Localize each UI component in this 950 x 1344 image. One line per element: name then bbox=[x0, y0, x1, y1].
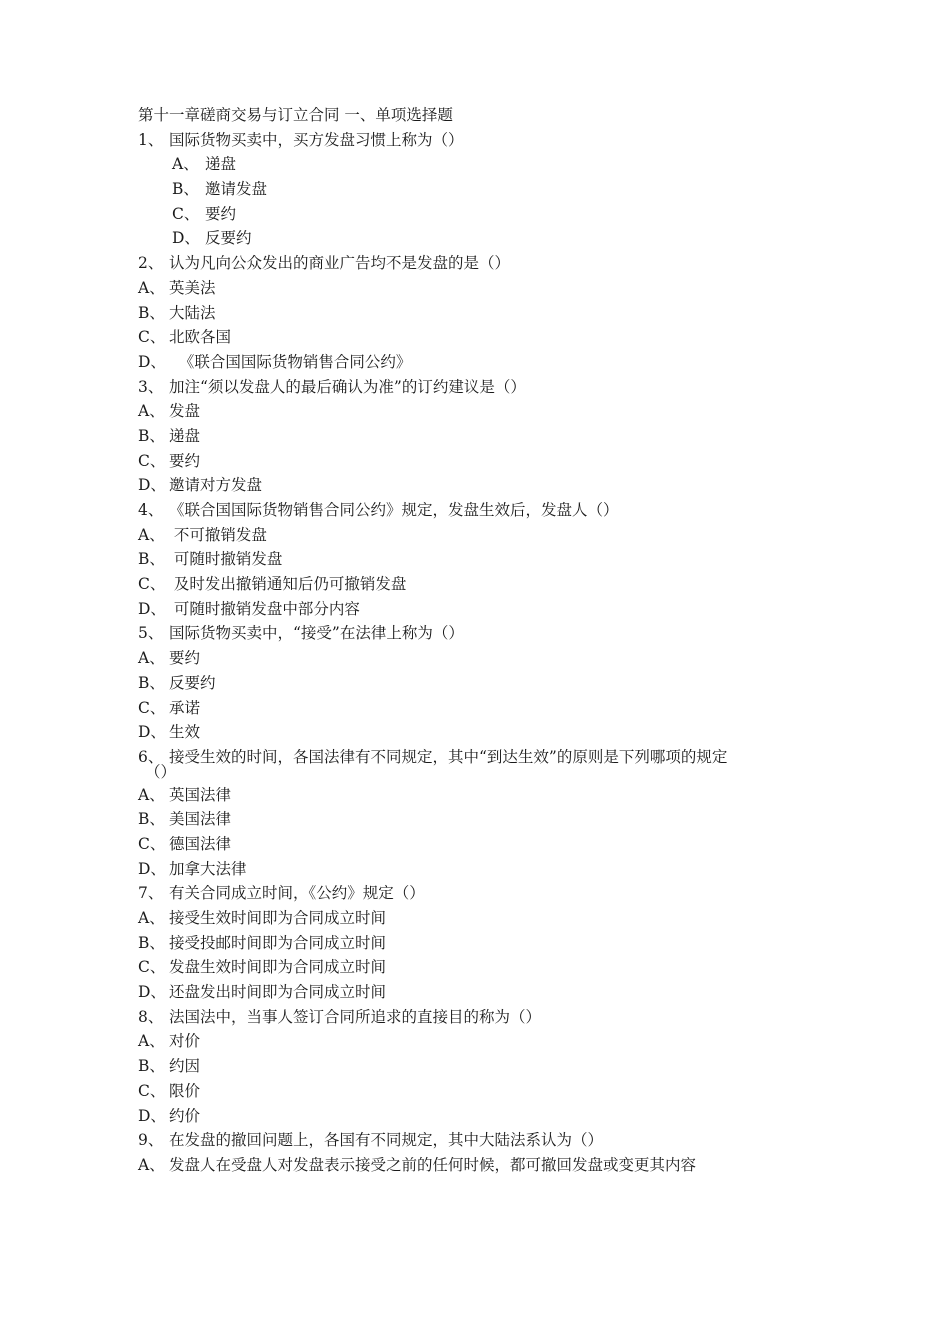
option-letter: D、 bbox=[138, 983, 166, 1002]
question-number: 3、 bbox=[138, 377, 164, 396]
option-letter: B、 bbox=[172, 180, 199, 199]
option-item bbox=[0, 573, 950, 598]
question-text: 有关合同成立时间，《公约》规定（） bbox=[169, 884, 425, 903]
option-item bbox=[0, 277, 950, 302]
question-text: 《联合国国际货物销售合同公约》规定，发盘生效后，发盘人（） bbox=[169, 501, 619, 519]
question-text: 在发盘的撤回问题上，各国有不同规定，其中大陆法系认为（） bbox=[169, 1131, 604, 1150]
question-number: 4、 bbox=[138, 501, 164, 519]
option-text: 要约 bbox=[169, 649, 201, 668]
option-letter: B、 bbox=[138, 303, 165, 322]
option-text: 要约 bbox=[169, 451, 201, 470]
option-text: 英国法律 bbox=[169, 785, 232, 804]
question-number: 7、 bbox=[138, 884, 164, 903]
question-number: 6、 bbox=[138, 747, 164, 766]
option-item bbox=[0, 450, 950, 475]
question-8 bbox=[0, 1006, 950, 1031]
option-letter: A、 bbox=[138, 1032, 165, 1051]
option-letter: A、 bbox=[138, 278, 165, 297]
option-text: 反要约 bbox=[205, 229, 252, 248]
option-letter: D、 bbox=[138, 1106, 166, 1125]
option-item bbox=[0, 400, 950, 425]
option-item bbox=[0, 1105, 950, 1130]
option-item bbox=[0, 981, 950, 1006]
option-letter: B、 bbox=[138, 933, 165, 952]
option-letter: C、 bbox=[138, 328, 166, 347]
option-item bbox=[0, 425, 950, 450]
option-text: 限价 bbox=[169, 1081, 201, 1100]
option-item bbox=[0, 784, 950, 809]
option-text: 北欧各国 bbox=[169, 328, 232, 347]
option-text: 递盘 bbox=[169, 426, 201, 445]
option-item bbox=[0, 524, 950, 549]
option-letter: C、 bbox=[138, 451, 166, 470]
option-item bbox=[0, 153, 950, 178]
option-text: 还盘发出时间即为合同成立时间 bbox=[169, 983, 387, 1002]
option-text: 德国法律 bbox=[169, 834, 232, 853]
option-letter: A、 bbox=[138, 525, 165, 544]
option-letter: D、 bbox=[138, 352, 166, 371]
option-item bbox=[0, 227, 950, 252]
option-item bbox=[0, 351, 950, 376]
option-item bbox=[0, 302, 950, 327]
option-letter: B、 bbox=[138, 550, 165, 569]
option-text: 接受投邮时间即为合同成立时间 bbox=[169, 933, 387, 952]
option-item bbox=[0, 672, 950, 697]
option-text: 及时发出撤销通知后仍可撤销发盘 bbox=[169, 575, 407, 594]
document-title: 第十一章磋商交易与订立合同 一、单项选择题 bbox=[138, 106, 453, 124]
option-item bbox=[0, 474, 950, 499]
option-item bbox=[0, 178, 950, 203]
question-3 bbox=[0, 376, 950, 401]
option-letter: A、 bbox=[172, 155, 199, 174]
question-number: 5、 bbox=[138, 624, 164, 643]
option-text: 发盘 bbox=[169, 402, 201, 421]
question-number: 8、 bbox=[138, 1007, 164, 1026]
option-letter: D、 bbox=[138, 476, 166, 495]
option-item bbox=[0, 907, 950, 932]
option-text: 对价 bbox=[169, 1032, 201, 1051]
question-9 bbox=[0, 1129, 950, 1154]
option-letter: C、 bbox=[172, 204, 200, 223]
option-text: 《联合国国际货物销售合同公约》 bbox=[169, 352, 412, 371]
option-item bbox=[0, 326, 950, 351]
option-text: 可随时撤销发盘 bbox=[169, 550, 283, 569]
option-text: 约因 bbox=[169, 1057, 201, 1076]
option-letter: A、 bbox=[138, 649, 165, 668]
option-text: 可随时撤销发盘中部分内容 bbox=[169, 599, 360, 618]
option-letter: A、 bbox=[138, 402, 165, 421]
option-item bbox=[0, 956, 950, 981]
option-text: 发盘生效时间即为合同成立时间 bbox=[169, 958, 387, 977]
question-number: 9、 bbox=[138, 1131, 164, 1150]
option-letter: B、 bbox=[138, 1057, 165, 1076]
option-item bbox=[0, 647, 950, 672]
question-text-continuation: （） bbox=[145, 762, 177, 781]
option-item bbox=[0, 808, 950, 833]
option-letter: D、 bbox=[138, 723, 166, 742]
option-text: 递盘 bbox=[205, 155, 237, 174]
option-item bbox=[0, 203, 950, 228]
option-item bbox=[0, 1030, 950, 1055]
option-letter: A、 bbox=[138, 785, 165, 804]
option-text: 反要约 bbox=[169, 673, 216, 692]
option-letter: B、 bbox=[138, 673, 165, 692]
option-item bbox=[0, 598, 950, 623]
option-letter: C、 bbox=[138, 698, 166, 717]
option-letter: C、 bbox=[138, 575, 166, 594]
option-item bbox=[0, 1055, 950, 1080]
option-letter: D、 bbox=[138, 599, 166, 618]
question-text: 国际货物买卖中，“接受”在法律上称为（） bbox=[169, 624, 464, 643]
option-item bbox=[0, 833, 950, 858]
option-text: 发盘人在受盘人对发盘表示接受之前的任何时候，都可撤回发盘或变更其内容 bbox=[169, 1155, 697, 1174]
option-item bbox=[0, 1080, 950, 1105]
question-7 bbox=[0, 882, 950, 907]
option-letter: A、 bbox=[138, 909, 165, 927]
option-text: 承诺 bbox=[169, 698, 201, 717]
option-text: 英美法 bbox=[169, 278, 216, 297]
option-item bbox=[0, 697, 950, 722]
option-text: 约价 bbox=[169, 1106, 201, 1125]
question-list bbox=[0, 129, 950, 1179]
question-2 bbox=[0, 252, 950, 277]
option-text: 邀请发盘 bbox=[205, 180, 268, 199]
question-text: 法国法中，当事人签订合同所追求的直接目的称为（） bbox=[169, 1007, 542, 1026]
option-item bbox=[0, 858, 950, 883]
option-text: 大陆法 bbox=[169, 303, 216, 322]
option-item bbox=[0, 1154, 950, 1179]
option-letter: C、 bbox=[138, 1081, 166, 1100]
option-text: 接受生效时间即为合同成立时间 bbox=[169, 909, 387, 927]
question-number: 1、 bbox=[138, 130, 164, 149]
option-letter: A、 bbox=[138, 1155, 165, 1174]
option-letter: C、 bbox=[138, 958, 166, 977]
question-text: 国际货物买卖中，买方发盘习惯上称为（） bbox=[169, 130, 464, 149]
question-4 bbox=[0, 499, 950, 524]
option-text: 生效 bbox=[169, 723, 201, 742]
option-text: 加拿大法律 bbox=[169, 859, 247, 878]
option-item bbox=[0, 932, 950, 957]
question-5 bbox=[0, 622, 950, 647]
option-letter: C、 bbox=[138, 834, 166, 853]
option-text: 不可撤销发盘 bbox=[169, 525, 267, 544]
question-text: 认为凡向公众发出的商业广告均不是发盘的是（） bbox=[169, 254, 511, 273]
option-item bbox=[0, 721, 950, 746]
question-text: 接受生效的时间，各国法律有不同规定，其中“到达生效”的原则是下列哪项的规定 bbox=[169, 747, 728, 766]
document-page bbox=[0, 104, 950, 1179]
option-text: 美国法律 bbox=[169, 810, 232, 829]
option-letter: B、 bbox=[138, 810, 165, 829]
option-text: 邀请对方发盘 bbox=[169, 476, 263, 495]
option-item bbox=[0, 548, 950, 573]
option-letter: D、 bbox=[138, 859, 166, 878]
option-text: 要约 bbox=[205, 204, 237, 223]
option-letter: D、 bbox=[172, 229, 200, 248]
option-letter: B、 bbox=[138, 426, 165, 445]
question-text: 加注“须以发盘人的最后确认为准”的订约建议是（） bbox=[169, 377, 526, 396]
question-number: 2、 bbox=[138, 254, 164, 273]
question-1 bbox=[0, 129, 950, 154]
